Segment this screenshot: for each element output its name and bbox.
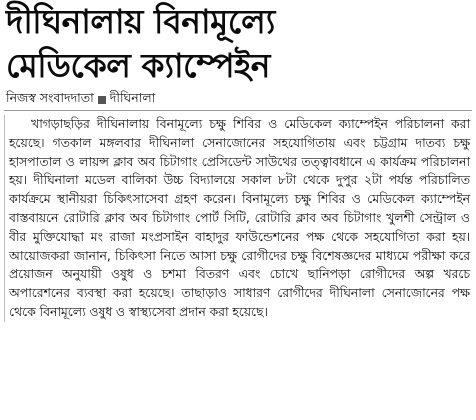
square-bullet-icon — [98, 96, 106, 104]
byline-author: নিজস্ব সংবাদদাতা — [6, 90, 94, 105]
headline-line-1: দীঘিনালায় বিনামূল্যে — [6, 2, 275, 41]
headline-line-2: মেডিকেল ক্যাম্পেইন — [6, 46, 270, 85]
byline-location: দীঘিনালা — [109, 90, 156, 105]
article-body — [4, 115, 470, 322]
article-paragraph: খাগড়াছড়ির দীঘিনালায় বিনামূল্যে চক্ষু শিবির ও মেডিকেল ক্যাম্পেইন পরিচালনা করা হয়েছে। গতকাল মঙ্গলবার দীঘিনালা সেনাজোনের সহযোগিতায় এবং চট্টগ্রাম দাতব্য চক্ষু হাসপাতাল ও লায়ন্স ক্লাব অব চিটাগাং প্রেসিডেন্ট সাউথের তত্ত্বাবধানে এ কার্যক্রম পরিচালনা হয়। দীঘিনালা মডেল বালিকা উচ্চ বিদ্যালয়ে সকাল ৮টা থেকে দুপুর ২টা পর্যন্ত পরিচালিত কার্যক্রমে স্থানীয়রা চিকিৎসাসেবা গ্রহণ করেন। বিনামূল্যে চক্ষু শিবির ও মেডিকেল ক্যাম্পেইন বাস্তবায়নে রোটারি ক্লাব অব চিটাগাং পোর্ট সিটি, রোটারি ক্লাব অব চিটাগাং খুলশী সেন্ট্রাল ও বীর মুক্তিযোদ্ধা মং রাজা মংপ্রসাইন বাহাদুর ফাউন্ডেশনের পক্ষ থেকে সহযোগিতা করা হয়। আয়োজকরা জানান, চিকিৎসা নিতে আসা চক্ষু রোগীদের চক্ষু বিশেষজ্ঞদের মাধ্যমে পরীক্ষা করে প্রয়োজন অনুযায়ী ওষুধ ও চশমা বিতরণ এবং চোখে ছানিপড়া রোগীদের অল্প খরচে অপারেশনের ব্যবস্থা করা হয়েছে। তাছাড়াও সাধারণ রোগীদের দীঘিনালা সেনাজোনের পক্ষ থেকে বিনামূল্যে ওষুধ ও স্বাস্থ্যসেবা প্রদান করা হয়েছে। — [9, 116, 470, 319]
headline — [4, 0, 472, 88]
byline — [4, 90, 472, 111]
